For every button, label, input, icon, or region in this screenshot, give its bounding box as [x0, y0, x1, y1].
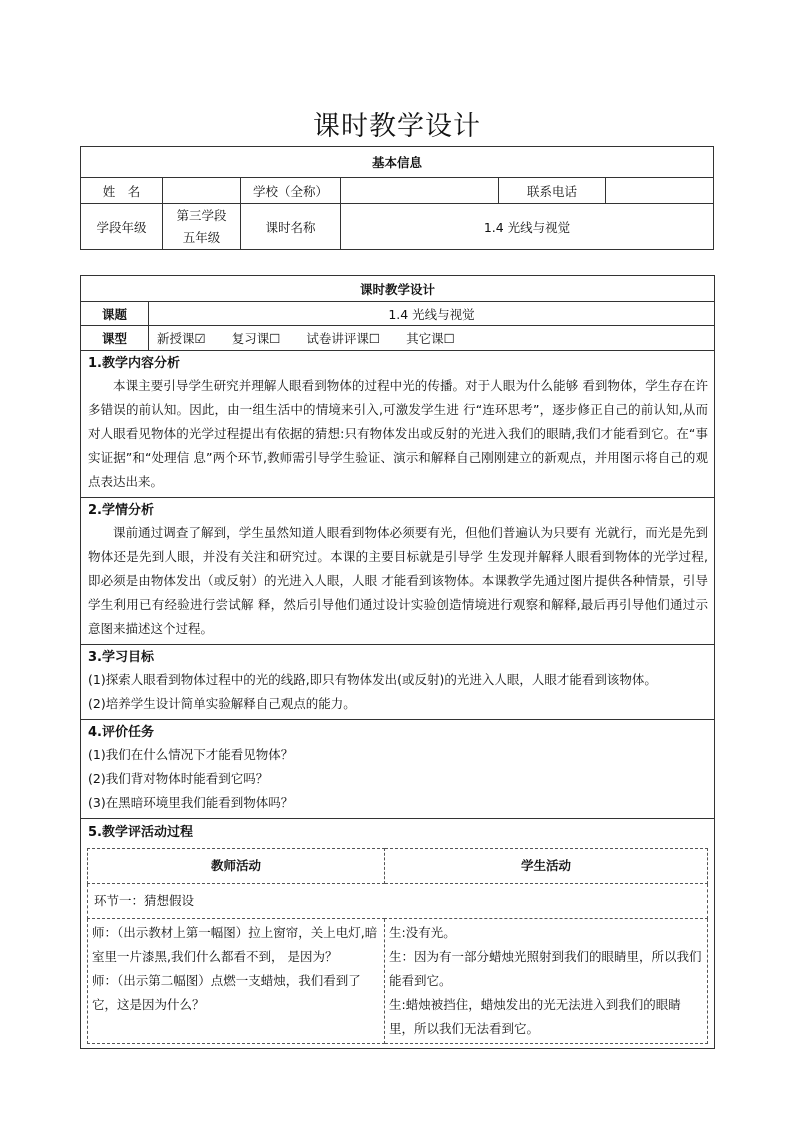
school-label: 学校（全称） — [241, 178, 341, 204]
phone-label: 联系电话 — [499, 178, 606, 204]
school-value[interactable] — [341, 178, 499, 204]
grade-value-year: 五年级 — [182, 229, 221, 245]
objective-item: (2)培养学生设计简单实验解释自己观点的能力。 — [88, 696, 356, 711]
process-heading: 5.教学评活动过程 — [88, 825, 193, 840]
content-analysis-text: 本课主要引导学生研究并理解人眼看到物体的过程中光的传播。对于人眼为什么能够 看到物体，学生存在许多错误的前认知。因此，由一组生活中的情境来引入,可激发学生进 行“连环思考”，逐步修正自己的前认知,从而对人眼看见物体的光学过程提出有依据的猜想:只有物体发出或反射的光进入我们的眼睛,我们才能看到它。在“事实证据”和“处理信 息”两个环节,教师需引导学生验证、演示和解释自己刚刚建立的新观点，并用图示将自己的观点表达出来。 — [88, 378, 709, 489]
teacher-line: 师：（出示教材上第一幅图）拉上窗帘，关上电灯,暗室里一片漆黑,我们什么都看不到， 是因为？ — [92, 925, 378, 964]
teacher-activity-cell — [88, 919, 385, 1044]
student-activity-cell — [385, 919, 708, 1044]
phone-value[interactable] — [606, 178, 714, 204]
name-label: 姓 名 — [81, 178, 163, 204]
type-option-new[interactable]: 新授课☑ — [157, 331, 206, 346]
type-label: 课型 — [81, 326, 149, 351]
type-options — [149, 326, 715, 351]
lesson-label: 课时名称 — [241, 204, 341, 250]
type-option-exam[interactable]: 试卷讲评课☐ — [306, 331, 381, 346]
lesson-design-table — [80, 275, 715, 1049]
student-analysis-text: 课前通过调查了解到，学生虽然知道人眼看到物体必须要有光，但他们普遍认为只要有 光就行，而光是先到物体还是先到人眼，并没有关注和研究过。本课的主要目标就是引导学 生发现并解释人眼看到物体的光学过程,即必须是由物体发出（或反射）的光进入人眼，人眼 才能看到该物体。本课教学先通过图片提供各种情景，引导学生利用已有经验进行尝试解 释，然后引导他们通过设计实验创造情境进行观察和解释,最后再引导他们通过示意图来描述这个过程。 — [88, 525, 709, 636]
process-table — [87, 848, 708, 1044]
page-title: 课时教学设计 — [313, 111, 481, 142]
student-analysis-heading: 2.学情分析 — [88, 503, 154, 518]
teacher-activity-header: 教师活动 — [88, 849, 385, 884]
objectives-section — [81, 645, 715, 720]
basic-info-header: 基本信息 — [81, 147, 714, 178]
evaluation-heading: 4.评价任务 — [88, 725, 154, 740]
teacher-line: 师：（出示第二幅图）点燃一支蜡烛，我们看到了它，这是因为什么？ — [92, 973, 361, 1012]
evaluation-item: (1)我们在什么情况下才能看见物体？ — [88, 747, 294, 762]
topic-label: 课题 — [81, 302, 149, 326]
basic-info-table — [80, 146, 714, 250]
objective-item: (1)探索人眼看到物体过程中的光的线路,即只有物体发出(或反射)的光进入人眼，人眼才能看到该物体。 — [88, 672, 657, 687]
link-one-label: 环节一：猜想假设 — [88, 884, 708, 919]
student-analysis-section — [81, 498, 715, 645]
grade-value — [163, 204, 241, 250]
lesson-value: 1.4 光线与视觉 — [341, 204, 714, 250]
student-line: 生:没有光。 — [389, 925, 456, 940]
evaluation-item: (2)我们背对物体时能看到它吗？ — [88, 771, 269, 786]
content-analysis-heading: 1.教学内容分析 — [88, 356, 180, 371]
topic-value: 1.4 光线与视觉 — [149, 302, 715, 326]
objectives-heading: 3.学习目标 — [88, 650, 154, 665]
process-section — [81, 819, 715, 1049]
student-activity-header: 学生活动 — [385, 849, 708, 884]
content-analysis-section — [81, 351, 715, 498]
grade-label: 学段年级 — [81, 204, 163, 250]
type-option-other[interactable]: 其它课☐ — [406, 331, 455, 346]
grade-value-stage: 第三学段 — [176, 207, 227, 223]
design-header: 课时教学设计 — [81, 276, 715, 302]
name-value[interactable] — [163, 178, 241, 204]
student-line: 生：因为有一部分蜡烛光照射到我们的眼睛里，所以我们能看到它。 — [389, 949, 702, 988]
evaluation-section — [81, 720, 715, 819]
evaluation-item: (3)在黑暗环境里我们能看到物体吗？ — [88, 795, 294, 810]
student-line: 生:蜡烛被挡住，蜡烛发出的光无法进入到我们的眼睛里，所以我们无法看到它。 — [389, 997, 681, 1036]
type-option-review[interactable]: 复习课☐ — [231, 331, 281, 346]
